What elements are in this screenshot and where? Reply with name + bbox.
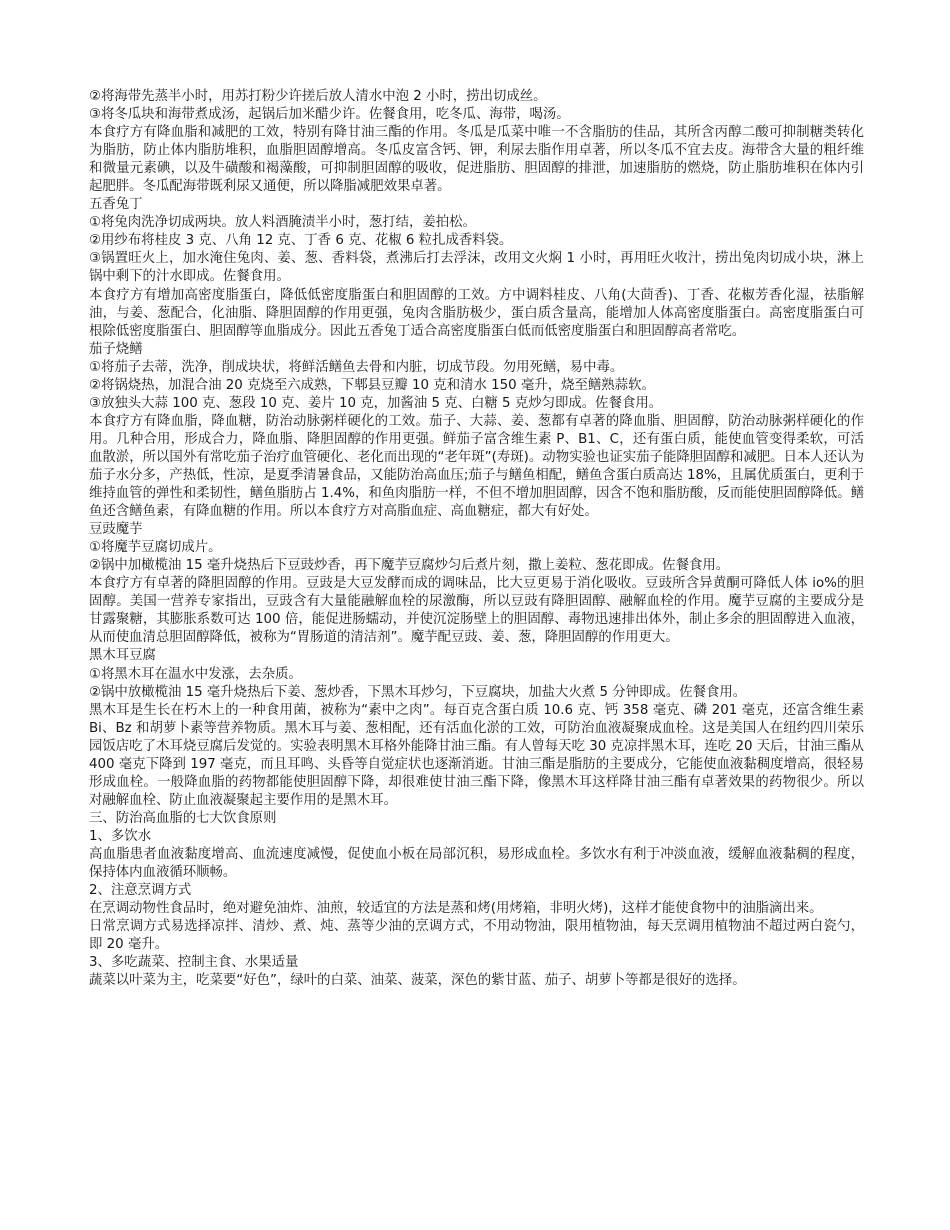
step-line: ①将魔芋豆腐切成片。 xyxy=(89,540,222,556)
body-paragraph: 本食疗方有降血脂，降血糖，防治动脉粥样硬化的工效。茄子、大蒜、姜、葱都有卓著的降血脂、胆固醇，防治动脉粥样硬化的作用。几种合用，形成合力，降血脂、降胆固醇的作用更强。鲜茄子富含维生素 P、B1、C，还有蛋白质，能使血管变得柔软，可活血散淤，所以国外有常吃茄子治疗血管硬化、老化而出现的“老年斑”(寿斑)。动物实验也证实茄子能降胆固醇和减肥。日本人还认为茄子水分多，产热低，性凉，是夏季清暑食品，又能防治高血压;茄子与鳝鱼相配，鳝鱼含蛋白质高达 18%，且属优质蛋白，更利于维持血管的弹性和柔韧性，鳝鱼脂肪占 1.4%，和鱼肉脂肪一样，不但不增加胆固醇，因含不饱和脂肪酸，反而能使胆固醇降低。鳝鱼还含鳝鱼素，有降血糖的作用。所以本食疗方对高脂血症、高血糖症，都大有好处。 xyxy=(89,413,865,520)
step-line: ②将海带先蒸半小时，用苏打粉少许搓后放人清水中泡 2 小时，捞出切成丝。 xyxy=(89,89,547,104)
step-line: ②将锅烧热，加混合油 20 克烧至六成熟，下郫县豆瓣 10 克和清水 150 毫升，烧至鳝熟蒜软。 xyxy=(89,377,655,393)
body-paragraph: 本食疗方有降血脂和减肥的工效，特别有降甘油三酯的作用。冬瓜是瓜菜中唯一不含脂肪的佳品，其所含丙醇二酸可抑制糖类转化为脂肪，防止体内脂肪堆积，血脂胆固醇增高。冬瓜皮富含钙、钾，利尿去脂作用卓著，所以冬瓜不宜去皮。海带含大量的粗纤维和微量元素碘，以及牛磺酸和褐藻酸，可抑制胆固醇的吸收，促进脂肪、胆固醇的排泄，加速脂肪的燃烧，防止脂肪堆积在体内引起肥胖。冬瓜配海带既利尿又通便，所以降脂减肥效果卓著。 xyxy=(89,125,864,195)
body-paragraph: 蔬菜以叶菜为主，吃菜要“好色”，绿叶的白菜、油菜、菠菜，深色的紫甘蓝、茄子、胡萝卜等都是很好的选择。 xyxy=(89,973,746,989)
body-paragraph: 黑木耳是生长在朽木上的一种食用菌，被称为“素中之肉”。每百克含蛋白质 10.6 克、钙 358 毫克、磷 201 毫克，还富含维生素 Bi、Bz 和胡萝卜素等营养物质。黑木耳与姜、葱相配，还有活血化淤的工效，可防治血液凝聚成血栓。这是美国人在纽约四川荣乐园饭店吃了木耳烧豆腐后发觉的。实验表明黑木耳格外能降甘油三酯。有人曾每天吃 30 克凉拌黑木耳，连吃 20 天后，甘油三酯从 400 毫克下降到 197 毫克，而且耳鸣、头昏等自觉症状也逐渐消逝。甘油三酯是脂肪的主要成分，它能使血液黏稠度增高，很轻易形成血栓。一般降血脂的药物都能使胆固醇下降，却很难使甘油三酯下降，像黑木耳这样降甘油三酯有卓著效果的药物很少。所以对融解血栓、防止血液凝聚起主要作用的是黑木耳。 xyxy=(89,702,864,808)
body-paragraph: 本食疗方有卓著的降胆固醇的作用。豆豉是大豆发酵而成的调味品，比大豆更易于消化吸收。豆豉所含异黄酮可降低人体 io%的胆固醇。美国一营养专家指出，豆豉含有大量能融解血栓的尿激酶，所以豆豉有降胆固醇、融解血栓的作用。魔芋豆腐的主要成分是甘露聚糖，其膨胀系数可达 100 倍，能促进肠蠕动，并使沉淀肠壁上的胆固醇、毒物迅速排出体外，制止多余的胆固醇进入血液，从而使血清总胆固醇降低，被称为“胃肠道的清洁剂”。魔芋配豆豉、姜、葱，降胆固醇的作用更大。 xyxy=(89,576,864,646)
body-paragraph: 在烹调动物性食品时，绝对避免油炸、油煎，较适宜的方法是蒸和烤(用烤箱，非明火烤)，这样才能使食物中的油脂滴出来。 xyxy=(89,901,823,917)
principle-title: 1、多饮水 xyxy=(89,828,152,844)
step-line: ①将黑木耳在温水中发涨，去杂质。 xyxy=(89,666,302,682)
body-paragraph: 日常烹调方式易选择凉拌、清炒、煮、炖、蒸等少油的烹调方式，不用动物油，限用植物油，每天烹调用植物油不超过两白瓷勺，即 20 毫升。 xyxy=(89,919,864,953)
recipe-title: 五香兔丁 xyxy=(89,197,143,213)
step-line: ②锅中加橄榄油 15 毫升烧热后下豆豉炒香，再下魔芋豆腐炒匀后煮片刻，撒上姜粒、葱花即成。佐餐食用。 xyxy=(89,558,730,574)
step-line: ②用纱布将桂皮 3 克、八角 12 克、丁香 6 克、花椒 6 粒扎成香料袋。 xyxy=(89,233,513,249)
step-line: ①将茄子去蒂，洗净，削成块状，将鲜活鳝鱼去骨和内脏，切成节段。勿用死鳝，易中毒。 xyxy=(89,359,624,375)
step-line: ①将兔肉洗净切成两块。放人料酒腌渍半小时，葱打结，姜拍松。 xyxy=(89,215,476,231)
step-line: ②锅中放橄榄油 15 毫升烧热后下姜、葱炒香，下黑木耳炒匀，下豆腐块，加盐大火煮 5 分钟即成。佐餐食用。 xyxy=(89,684,747,700)
body-paragraph: 高血脂患者血液黏度增高、血流速度减慢，促使血小板在局部沉积，易形成血栓。多饮水有利于冲淡血液，缓解血液黏稠的程度，保持体内血液循环顺畅。 xyxy=(89,846,864,881)
section-title: 三、防治高血脂的七大饮食原则 xyxy=(89,810,277,826)
body-paragraph: 本食疗方有增加高密度脂蛋白，降低低密度脂蛋白和胆固醇的工效。方中调料桂皮、八角(大茴香)、丁香、花椒芳香化湿，祛脂解油，与姜、葱配合，化油脂、降胆固醇的作用更强，兔肉含脂肪极少，蛋白质含量高，能增加人体高密度脂蛋白。高密度脂蛋白可根除低密度脂蛋白、胆固醇等血脂成分。因此五香兔丁适合高密度脂蛋白低而低密度脂蛋白和胆固醇高者常吃。 xyxy=(89,287,864,339)
step-line: ③放独头大蒜 100 克、葱段 10 克、姜片 10 克，加酱油 5 克、白糖 5 克炒匀即成。佐餐食用。 xyxy=(89,395,663,411)
recipe-title: 黑木耳豆腐 xyxy=(89,648,156,664)
document-body xyxy=(89,88,864,990)
step-line: ③锅置旺火上，加水淹住兔肉、姜、葱、香料袋，煮沸后打去浮沫，改用文火焖 1 小时，再用旺火收汁，捞出兔肉切成小块，淋上锅中剩下的汁水即成。佐餐食用。 xyxy=(89,251,864,285)
principle-title: 2、注意烹调方式 xyxy=(89,883,192,899)
recipe-title: 豆豉魔芋 xyxy=(89,522,143,538)
principle-title: 3、多吃蔬菜、控制主食、水果适量 xyxy=(89,955,299,971)
step-line: ③将冬瓜块和海带煮成汤，起锅后加米醋少许。佐餐食用，吃冬瓜、海带，喝汤。 xyxy=(89,107,570,123)
recipe-title: 茄子烧鳝 xyxy=(89,341,143,357)
